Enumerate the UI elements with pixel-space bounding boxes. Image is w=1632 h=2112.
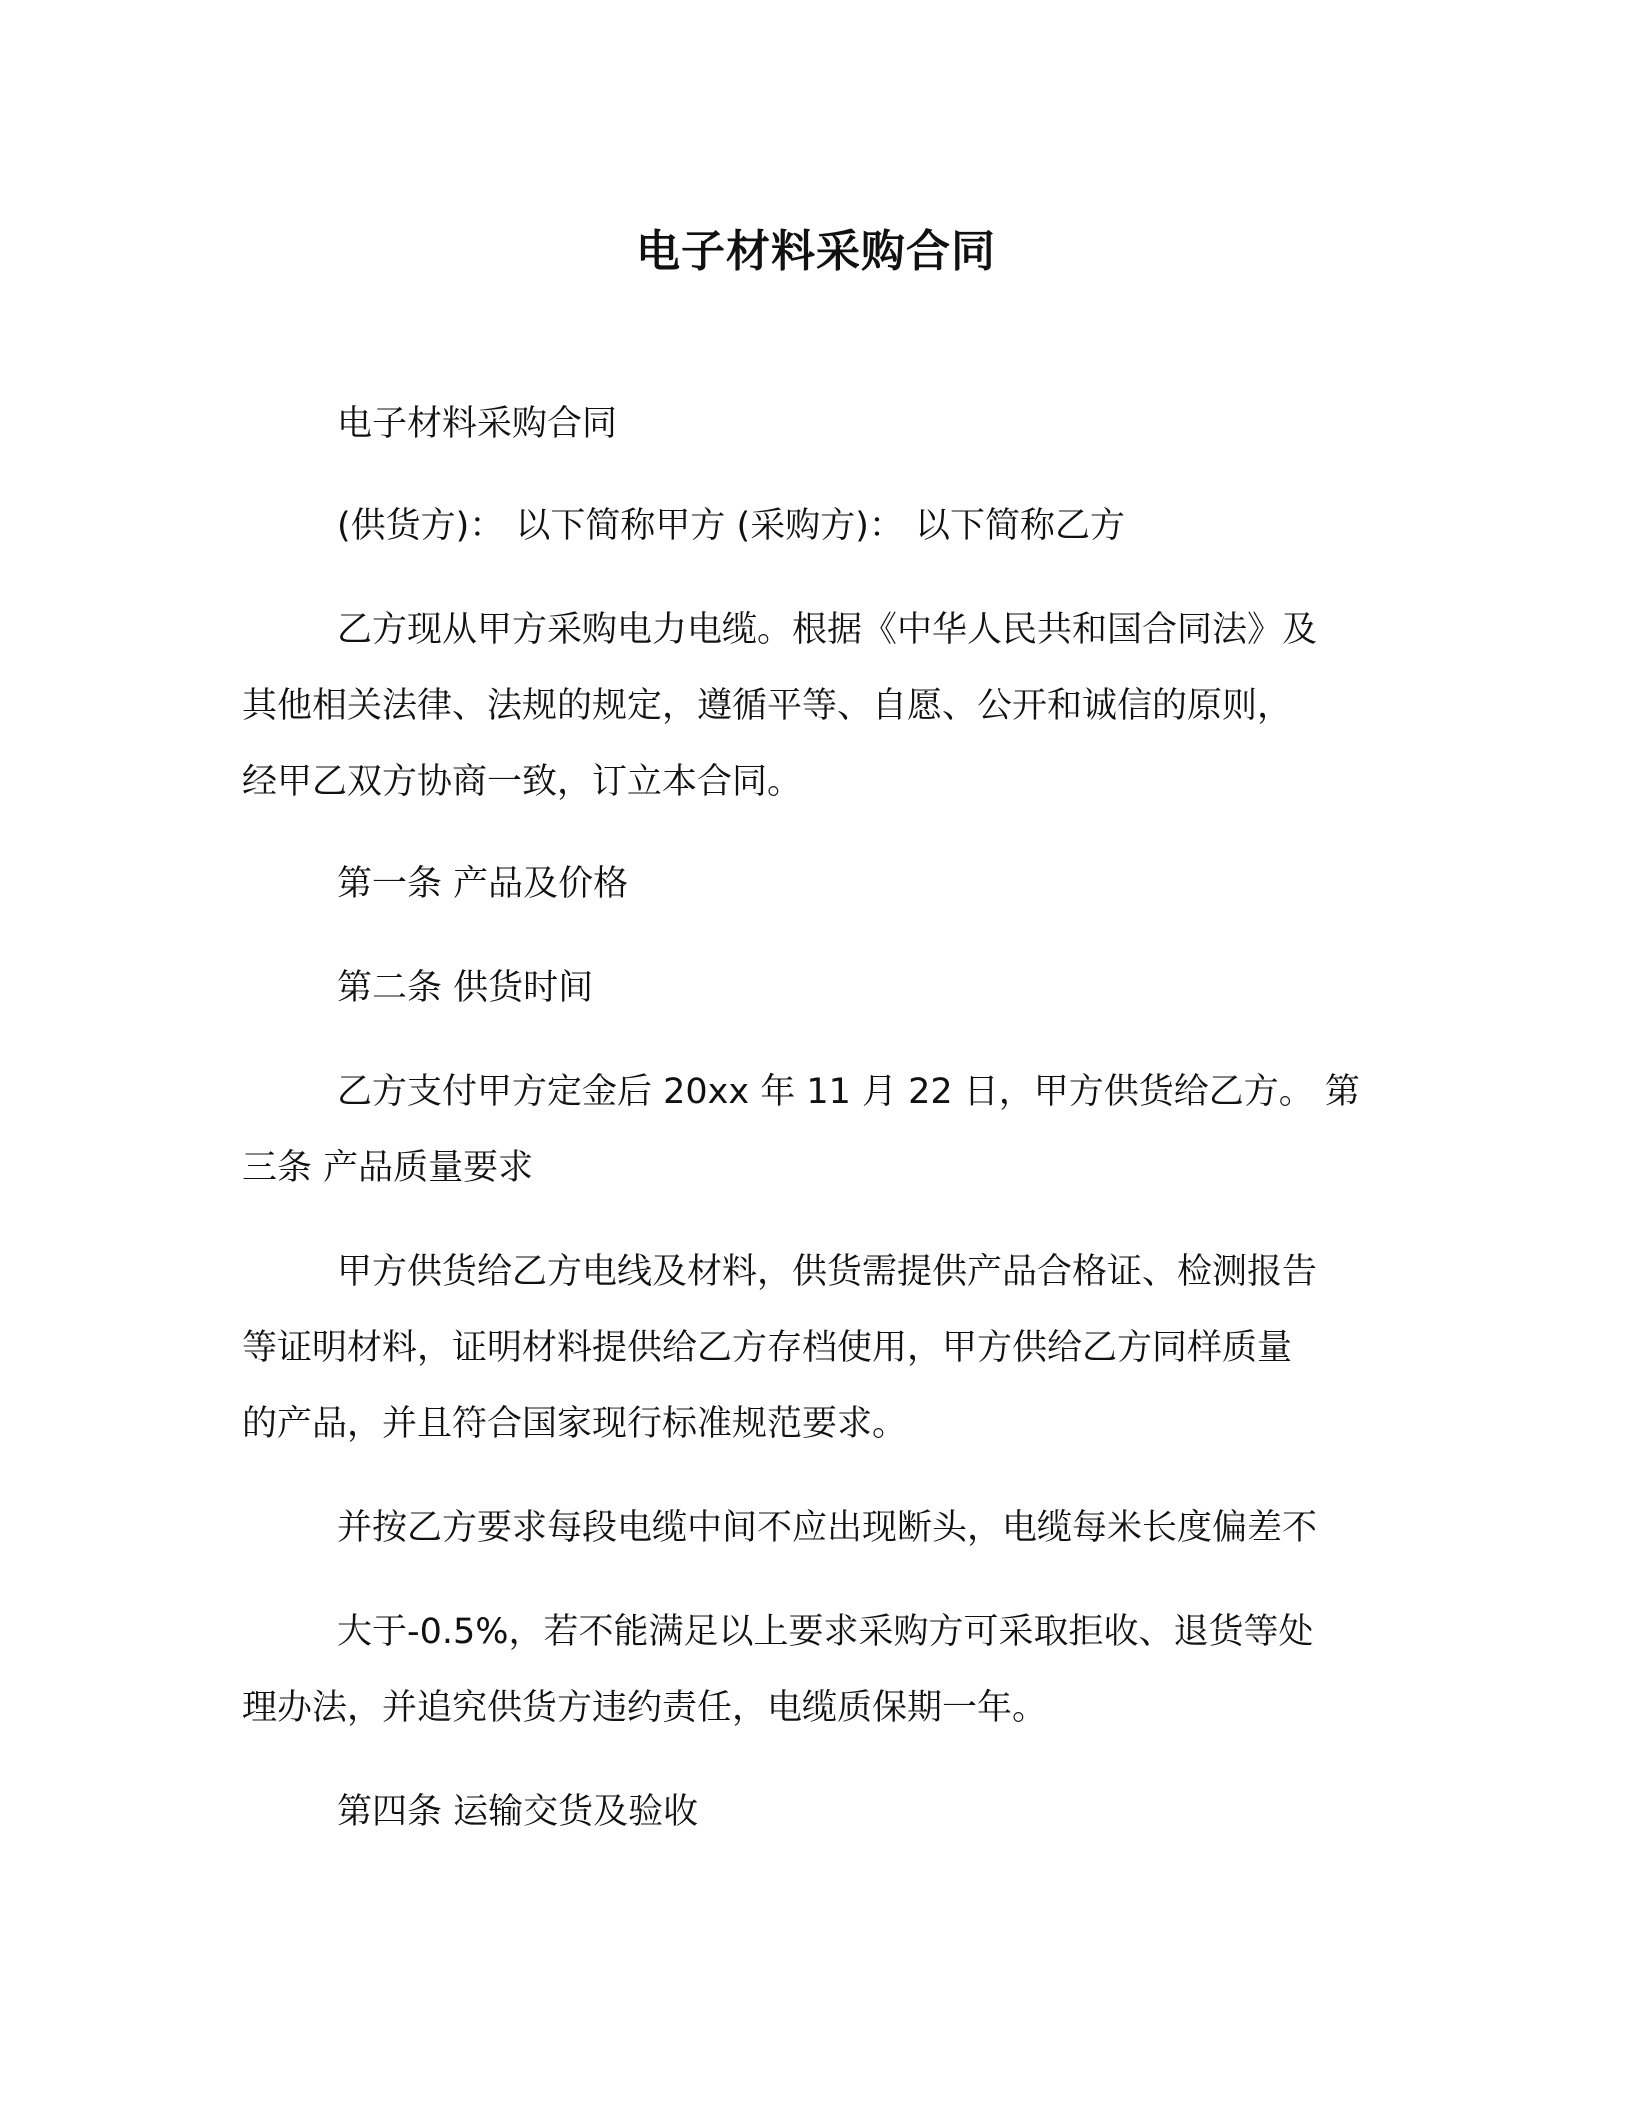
article-4-heading <box>242 1786 1392 1862</box>
paragraph-line: 乙方现从甲方采购电力电缆。根据《中华人民共和国合同法》及 <box>337 610 1318 650</box>
paragraph-line: 的产品，并且符合国家现行标准规范要求。 <box>242 1404 908 1444</box>
paragraph-line: (供货方)： 以下简称甲方 (采购方)： 以下简称乙方 <box>337 506 1125 546</box>
paragraph-line: 第二条 供货时间 <box>337 968 594 1008</box>
paragraph-line: 等证明材料，证明材料提供给乙方存档使用，甲方供给乙方同样质量 <box>242 1328 1293 1368</box>
paragraph-cable-requirement <box>242 1502 1392 1578</box>
paragraph-preamble <box>242 604 1392 832</box>
paragraph-line: 第四条 运输交货及验收 <box>337 1792 699 1832</box>
paragraph-line: 电子材料采购合同 <box>337 404 618 444</box>
article-1-heading <box>242 858 1392 934</box>
paragraph-subtitle <box>242 398 1392 474</box>
paragraph-line: 理办法，并追究供货方违约责任，电缆质保期一年。 <box>242 1688 1048 1728</box>
paragraph-line: 甲方供货给乙方电线及材料，供货需提供产品合格证、检测报告 <box>337 1252 1318 1292</box>
paragraph-supply-time <box>242 1066 1392 1218</box>
paragraph-line: 乙方支付甲方定金后 20xx 年 11 月 22 日，甲方供货给乙方。 第 <box>337 1072 1360 1112</box>
paragraph-line: 三条 产品质量要求 <box>242 1148 534 1188</box>
paragraph-deviation <box>242 1606 1392 1758</box>
paragraph-quality <box>242 1246 1392 1474</box>
paragraph-line: 第一条 产品及价格 <box>337 864 629 904</box>
paragraph-line: 并按乙方要求每段电缆中间不应出现断头，电缆每米长度偏差不 <box>337 1508 1318 1548</box>
paragraph-line: 其他相关法律、法规的规定，遵循平等、自愿、公开和诚信的原则， <box>242 686 1293 726</box>
document-title: 电子材料采购合同 <box>636 226 996 277</box>
paragraph-line: 大于-0.5%，若不能满足以上要求采购方可采取拒收、退货等处 <box>337 1612 1314 1652</box>
article-2-heading <box>242 962 1392 1038</box>
paragraph-line: 经甲乙双方协商一致，订立本合同。 <box>242 762 803 802</box>
paragraph-parties <box>242 500 1392 576</box>
